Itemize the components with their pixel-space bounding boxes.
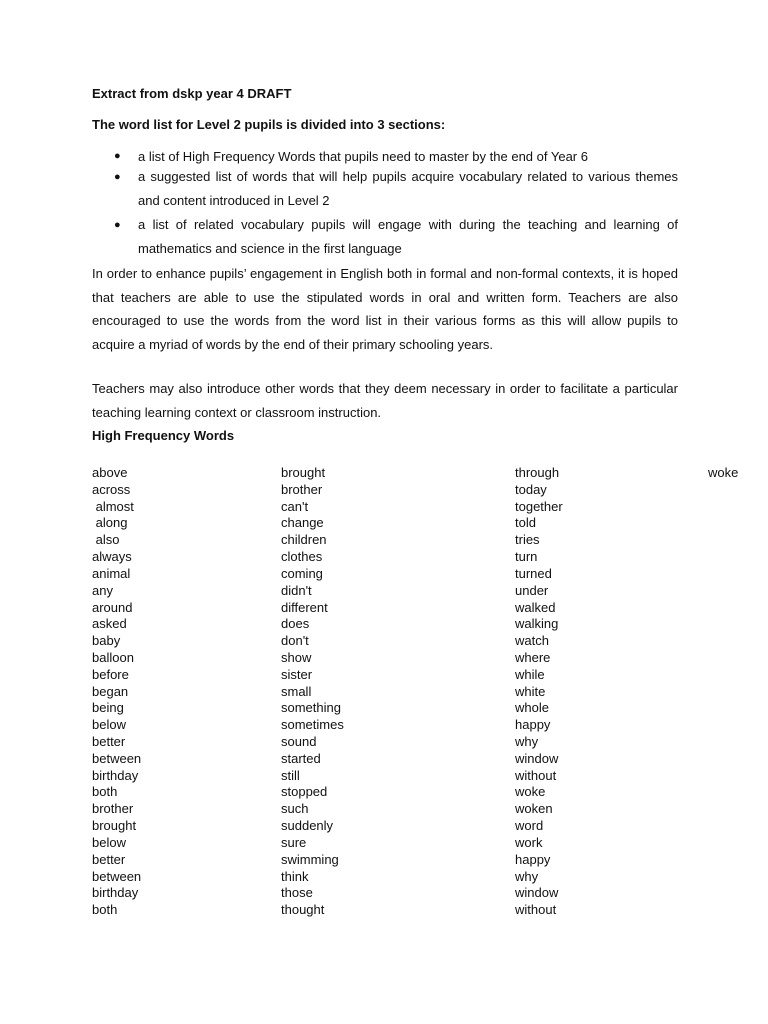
- bullet-item: [92, 165, 678, 213]
- word-item: didn't: [281, 582, 312, 598]
- bullet-text: a list of related vocabulary pupils will engage with during the teaching and learning of mathematics and science in the first language: [138, 217, 678, 256]
- word-item: better: [92, 734, 126, 749]
- word-column-1: [92, 465, 141, 919]
- word-item: why: [515, 734, 539, 749]
- word-item: coming: [281, 565, 323, 581]
- word-item: across: [92, 481, 131, 497]
- word-item: balloon: [92, 649, 134, 665]
- word-item: brought: [92, 818, 137, 834]
- word-item: birthday: [92, 885, 139, 901]
- word-item: white: [515, 683, 546, 699]
- word-column-3: [515, 465, 563, 919]
- word-column-2: [281, 465, 344, 919]
- word-item: being: [92, 700, 124, 716]
- word-item: can't: [281, 498, 309, 514]
- word-item: those: [281, 885, 313, 901]
- word-item: below: [92, 834, 126, 850]
- word-item: sound: [281, 734, 317, 749]
- bullet-icon: ●: [114, 150, 121, 162]
- word-item: window: [515, 885, 559, 901]
- word-item: while: [515, 666, 545, 682]
- word-item: began: [92, 683, 129, 699]
- word-item: don't: [281, 633, 309, 649]
- word-item: always: [92, 549, 132, 565]
- word-item: between: [92, 750, 142, 766]
- word-item: below: [92, 717, 126, 733]
- word-item: birthday: [92, 767, 139, 783]
- word-item: under: [515, 582, 549, 598]
- word-item: clothes: [281, 549, 323, 565]
- word-item: both: [92, 784, 118, 800]
- word-item: walking: [515, 616, 559, 632]
- word-item: tries: [515, 532, 540, 548]
- word-item: woke: [515, 784, 546, 800]
- bullet-icon: ●: [114, 171, 121, 183]
- word-column-4: [708, 465, 738, 482]
- word-item: asked: [92, 616, 127, 632]
- word-item: where: [515, 649, 551, 665]
- sections-bullet-list: [92, 148, 678, 261]
- bullet-text: a suggested list of words that will help pupils acquire vocabulary related to various themes and content introduced in Level 2: [138, 169, 678, 208]
- word-item: above: [92, 465, 128, 480]
- word-item: does: [281, 616, 310, 632]
- bullet-item: [92, 213, 678, 261]
- word-item: something: [281, 700, 341, 716]
- word-item: brought: [281, 465, 326, 480]
- word-item: between: [92, 868, 142, 884]
- word-item: such: [281, 801, 309, 817]
- word-item: watch: [515, 633, 549, 649]
- word-item: small: [281, 683, 312, 699]
- word-item: work: [515, 834, 543, 850]
- high-frequency-words-heading: High Frequency Words: [92, 428, 235, 443]
- sections-intro-heading: The word list for Level 2 pupils is divided into 3 sections:: [92, 117, 446, 132]
- word-item: told: [515, 515, 536, 531]
- word-item: show: [281, 649, 312, 665]
- word-item: through: [515, 465, 560, 480]
- word-item: walked: [515, 599, 556, 615]
- word-item: change: [281, 515, 324, 531]
- word-item: sister: [281, 666, 313, 682]
- word-item: word: [515, 818, 544, 834]
- word-item: started: [281, 750, 321, 766]
- word-item: different: [281, 599, 328, 615]
- paragraph-other-words: Teachers may also introduce other words that they deem necessary in order to facilitate a particular teaching learning context or classroom instruction.: [92, 381, 678, 420]
- word-item: woke: [708, 465, 739, 480]
- word-item: suddenly: [281, 818, 334, 834]
- word-item: today: [515, 481, 547, 497]
- document-title: Extract from dskp year 4 DRAFT: [92, 86, 292, 101]
- word-item: think: [281, 868, 309, 884]
- word-item: without: [515, 767, 557, 783]
- word-item: brother: [281, 481, 323, 497]
- word-item: brother: [92, 801, 134, 817]
- word-item: happy: [515, 717, 551, 733]
- word-item: turned: [515, 565, 552, 581]
- word-item: along: [92, 515, 128, 531]
- word-item: without: [515, 902, 557, 918]
- word-item: before: [92, 666, 129, 682]
- word-item: thought: [281, 902, 325, 918]
- word-item: around: [92, 599, 133, 615]
- word-item: window: [515, 750, 559, 766]
- word-item: swimming: [281, 851, 339, 867]
- bullet-item: [92, 148, 678, 165]
- word-item: woken: [515, 801, 553, 817]
- word-item: sometimes: [281, 717, 344, 733]
- word-item: still: [281, 767, 300, 783]
- word-item: together: [515, 498, 563, 514]
- word-item: baby: [92, 633, 121, 649]
- word-item: better: [92, 851, 126, 867]
- word-item: why: [515, 868, 539, 884]
- word-item: children: [281, 532, 327, 548]
- bullet-text: a list of High Frequency Words that pupils need to master by the end of Year 6: [138, 149, 588, 164]
- word-item: also: [92, 532, 120, 548]
- paragraph-engagement: In order to enhance pupils’ engagement in English both in formal and non-formal contexts, it is hoped that teachers are able to use the stipulated words in oral and written form. Teachers are also encouraged to use the words from the word list in their various forms as this will allow pupils to acquire a myriad of words by the end of their primary schooling years.: [92, 266, 678, 352]
- word-item: both: [92, 902, 118, 918]
- word-item: any: [92, 582, 113, 598]
- word-item: turn: [515, 549, 538, 565]
- word-item: animal: [92, 565, 131, 581]
- word-item: almost: [92, 498, 134, 514]
- word-item: sure: [281, 834, 307, 850]
- word-item: stopped: [281, 784, 328, 800]
- word-item: happy: [515, 851, 551, 867]
- bullet-icon: ●: [114, 219, 121, 231]
- word-item: whole: [515, 700, 549, 716]
